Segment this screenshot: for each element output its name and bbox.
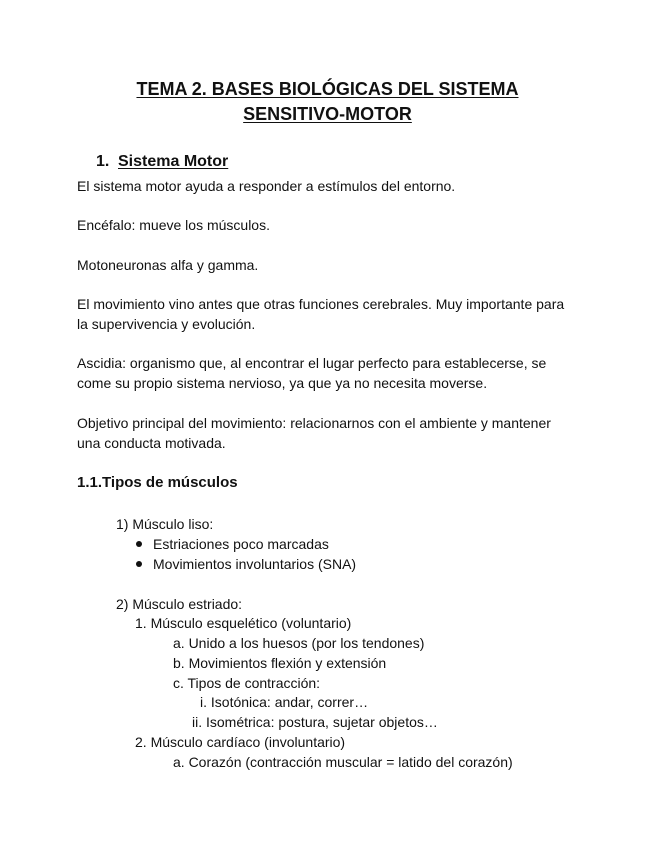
subsection-heading: 1.1.Tipos de músculos <box>77 474 238 491</box>
paragraph-4: El movimiento vino antes que otras funciones cerebrales. Muy importante para la supervivencia y evolución. <box>77 296 565 332</box>
list-item: Movimientos involuntarios (SNA) <box>153 556 357 572</box>
document-title <box>0 77 655 127</box>
list-item: 1. Músculo esquelético (voluntario) <box>135 615 352 631</box>
bullet-icon <box>136 541 142 547</box>
list-item: 2. Músculo cardíaco (involuntario) <box>135 734 346 750</box>
list-item: a. Unido a los huesos (por los tendones) <box>173 635 425 651</box>
paragraph-5: Ascidia: organismo que, al encontrar el lugar perfecto para establecerse, se come su propio sistema nervioso, ya que ya no necesita moverse. <box>77 355 547 391</box>
bullet-icon <box>136 561 142 567</box>
section-heading <box>96 152 228 172</box>
list-item: a. Corazón (contracción muscular = latido del corazón) <box>173 754 513 770</box>
list-item: 2) Músculo estriado: <box>116 596 243 612</box>
list-item: Estriaciones poco marcadas <box>153 536 329 552</box>
paragraph-1: El sistema motor ayuda a responder a estímulos del entorno. <box>77 178 456 194</box>
title-line-2: SENSITIVO-MOTOR <box>243 104 412 124</box>
list-item: i. Isotónica: andar, correr… <box>200 694 369 710</box>
paragraph-6: Objetivo principal del movimiento: relacionarnos con el ambiente y mantener una conducta motivada. <box>77 415 551 451</box>
section-number: 1. <box>96 153 110 170</box>
list-item: b. Movimientos flexión y extensión <box>173 655 387 671</box>
title-line-1: TEMA 2. BASES BIOLÓGICAS DEL SISTEMA <box>136 79 519 99</box>
list-item: 1) Músculo liso: <box>116 516 214 532</box>
section-heading-text: Sistema Motor <box>118 153 229 170</box>
list-item: ii. Isométrica: postura, sujetar objetos… <box>192 714 438 730</box>
paragraph-3: Motoneuronas alfa y gamma. <box>77 257 259 273</box>
paragraph-2: Encéfalo: mueve los músculos. <box>77 217 270 233</box>
list-item: c. Tipos de contracción: <box>173 675 321 691</box>
